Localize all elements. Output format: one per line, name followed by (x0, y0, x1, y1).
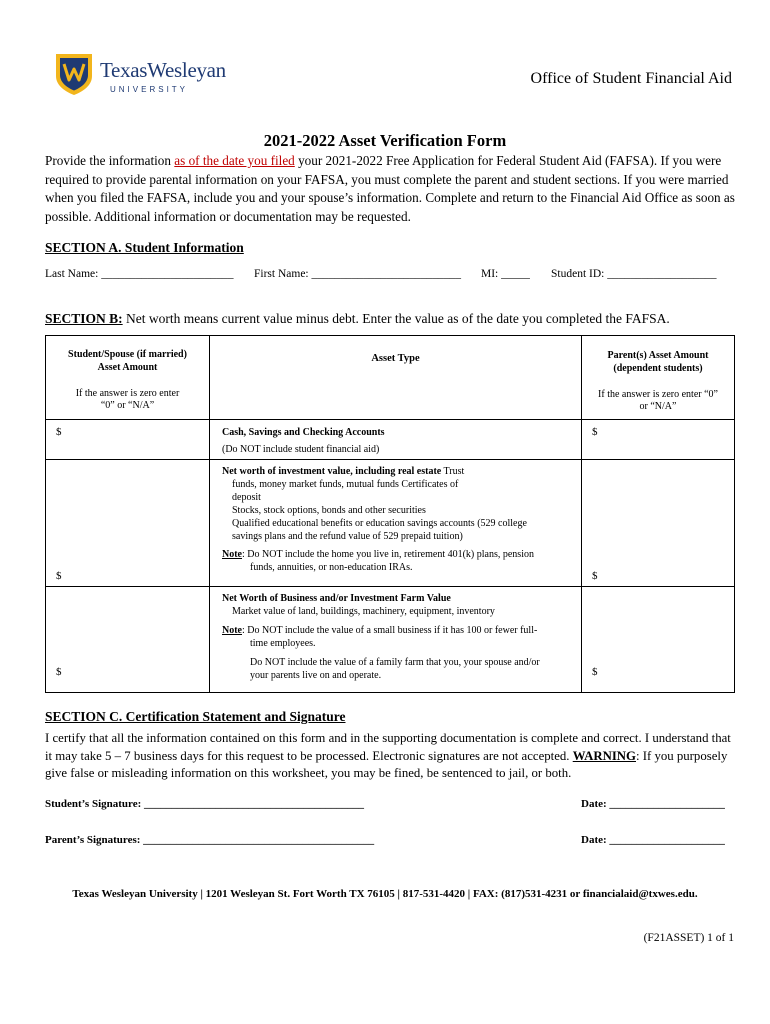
dollar-sign: $ (56, 426, 62, 438)
parent-business-amount[interactable] (582, 587, 735, 693)
note-text: Do NOT include the value of a family farm that you, your spouse and/or (250, 657, 540, 668)
asset-investment (210, 460, 582, 587)
cert-text-2: : If you purposely give false or misleading information on this worksheet, you may be fined, be sentenced to jail, or both. (45, 748, 728, 780)
mi-field[interactable]: MI: _____ (481, 268, 530, 280)
asset-cash (210, 420, 582, 460)
note-label: Note (222, 625, 242, 636)
asset-line: savings plans and the refund value of 529 prepaid tuition) (232, 531, 463, 542)
section-b-text: Net worth means current value minus debt. Enter the value as of the date you completed the FAFSA. (122, 311, 670, 326)
col1-header: Student/Spouse (if married) Asset Amount (68, 349, 187, 373)
dollar-sign: $ (56, 666, 62, 678)
form-title: 2021-2022 Asset Verification Form (263, 131, 507, 150)
asset-title: Net Worth of Business and/or Investment Farm Value (222, 593, 451, 604)
asset-table (45, 335, 735, 693)
intro-text-2: your 2021-2022 Free Application for Federal Student Aid (FAFSA). If you were required to provide parental information on your FAFSA, you must complete the parent and student sections. If you were married when you filed the FAFSA, include you and your spouse’s information. Complete and return to the Financial Aid Office as soon as possible. Additional information or documentation may be requested. (45, 153, 735, 224)
student-date-field[interactable]: Date: _____________________ (581, 798, 725, 810)
asset-line: funds, money market funds, mutual funds Certificates of (232, 479, 459, 490)
office-name: Office of Student Financial Aid (530, 70, 732, 87)
col1-note: If the answer is zero enter “0” or “N/A” (75, 388, 180, 411)
asset-line: Stocks, stock options, bonds and other securities (232, 505, 426, 516)
note-text: time employees. (250, 638, 316, 649)
dollar-sign: $ (56, 570, 62, 582)
table-row (46, 587, 735, 693)
warning-label: WARNING (572, 748, 636, 763)
table-row (46, 420, 735, 460)
section-b-heading (45, 311, 670, 327)
student-signature-field[interactable]: Student’s Signature: ________________________________________ (45, 798, 365, 810)
parent-signature-row (45, 834, 735, 850)
student-info-row (45, 268, 735, 284)
student-business-amount[interactable] (46, 587, 210, 693)
asset-title: Net worth of investment value, including real estate (222, 466, 442, 477)
note-text: : Do NOT include the home you live in, retirement 401(k) plans, pension (242, 549, 534, 560)
section-b-label: SECTION B: (45, 311, 123, 326)
parent-investment-amount[interactable] (582, 460, 735, 587)
page-number: (F21ASSET) 1 of 1 (643, 932, 734, 944)
dollar-sign: $ (592, 570, 598, 582)
col3-note: If the answer is zero enter “0” or “N/A” (598, 389, 718, 412)
note-label: Note (222, 549, 242, 560)
university-logo (54, 52, 254, 102)
intro-highlight: as of the date you filed (174, 153, 295, 168)
shield-logo-icon (54, 52, 94, 96)
section-c-heading: SECTION C. Certification Statement and Signature (45, 709, 346, 724)
certification-text (45, 730, 737, 783)
first-name-field[interactable]: First Name: __________________________ (254, 268, 461, 280)
asset-type-header (210, 336, 582, 420)
footer-contact: Texas Wesleyan University | 1201 Wesleyan St. Fort Worth TX 76105 | 817-531-4420 | FAX: (817)531-4231 or financialaid@txwes.edu. (72, 888, 698, 900)
parent-cash-amount[interactable] (582, 420, 735, 460)
col2-header: Asset Type (371, 353, 420, 364)
parent-date-field[interactable]: Date: _____________________ (581, 834, 725, 846)
asset-line: Market value of land, buildings, machinery, equipment, inventory (232, 606, 495, 617)
section-a-heading: SECTION A. Student Information (45, 240, 244, 255)
student-investment-amount[interactable] (46, 460, 210, 587)
col3-header: Parent(s) Asset Amount (dependent students) (607, 350, 709, 374)
logo-name: TexasWesleyan (100, 58, 226, 82)
student-signature-row (45, 798, 735, 814)
asset-line: (Do NOT include student financial aid) (222, 444, 380, 455)
intro-text-1: Provide the information (45, 153, 175, 168)
intro-paragraph (45, 152, 735, 226)
student-amount-header (46, 336, 210, 420)
table-header-row (46, 336, 735, 420)
note-text: your parents live on and operate. (250, 670, 382, 681)
logo-subtitle: UNIVERSITY (110, 85, 189, 94)
cert-text-1: I certify that all the information contained on this form and in the supporting documentation is complete and correct. I understand that it may take 5 – 7 business days for this request to be processed. Electronic signatures are not accepted. (45, 731, 731, 763)
asset-business (210, 587, 582, 693)
table-row (46, 460, 735, 587)
parent-signature-field[interactable]: Parent’s Signatures: __________________________________________ (45, 834, 375, 846)
asset-line: Qualified educational benefits or education savings accounts (529 college (232, 518, 527, 529)
student-cash-amount[interactable] (46, 420, 210, 460)
last-name-field[interactable]: Last Name: _______________________ (45, 268, 234, 280)
parent-amount-header (582, 336, 735, 420)
student-id-field[interactable]: Student ID: ___________________ (551, 268, 717, 280)
asset-title: Cash, Savings and Checking Accounts (222, 427, 385, 438)
asset-title-tail: Trust (441, 466, 465, 477)
asset-line: deposit (232, 492, 261, 503)
dollar-sign: $ (592, 426, 598, 438)
dollar-sign: $ (592, 666, 598, 678)
note-text: : Do NOT include the value of a small business if it has 100 or fewer full- (242, 625, 538, 636)
note-text: funds, annuities, or non-education IRAs. (250, 562, 413, 573)
